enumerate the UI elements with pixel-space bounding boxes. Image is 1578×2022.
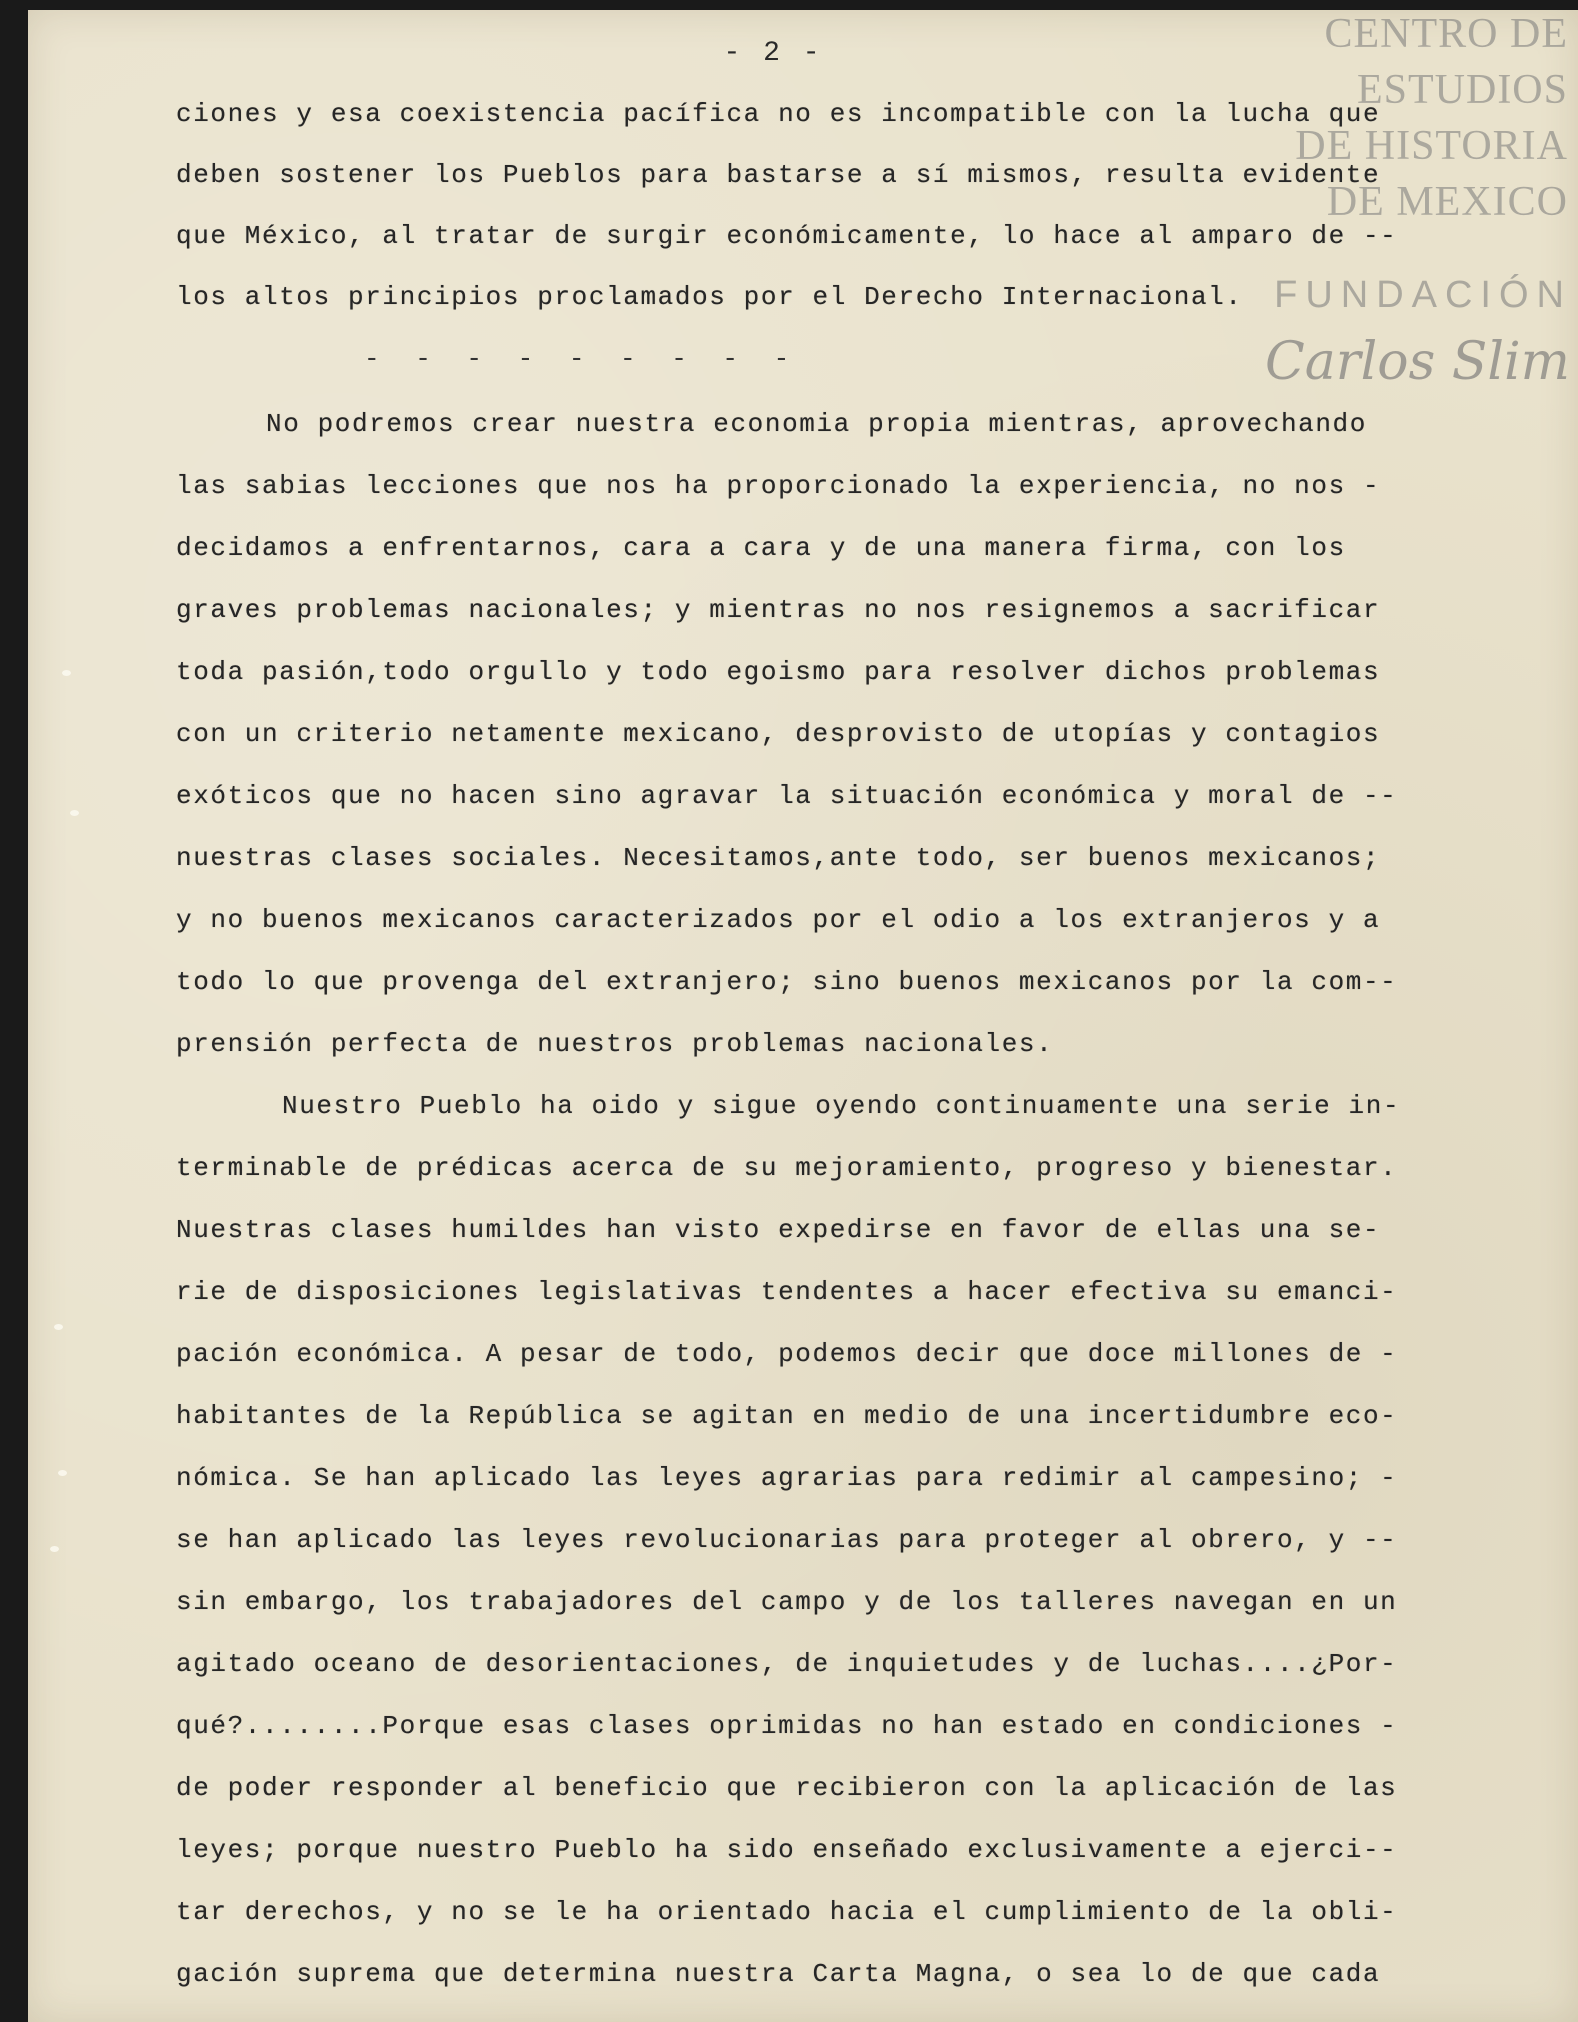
paper-speck [58,1470,67,1476]
text-line: de poder responder al beneficio que recibieron con la aplicación de las [176,1773,1398,1803]
section-divider: - - - - - - - - - [364,344,800,374]
watermark-line: DE MEXICO [1326,179,1568,225]
text-line: rie de disposiciones legislativas tendentes a hacer efectiva su emanci- [176,1277,1398,1307]
text-line: con un criterio netamente mexicano, desprovisto de utopías y contagios [176,719,1381,749]
text-line: qué?........Porque esas clases oprimidas no han estado en condiciones - [176,1711,1398,1741]
text-line: se han aplicado las leyes revolucionarias para proteger al obrero, y -- [176,1525,1398,1555]
text-line: decidamos a enfrentarnos, cara a cara y de una manera firma, con los [176,533,1346,563]
text-line: nómica. Se han aplicado las leyes agrarias para redimir al campesino; - [176,1463,1398,1493]
text-line: toda pasión,todo orgullo y todo egoismo para resolver dichos problemas [176,657,1381,687]
watermark-signature: Carlos Slim [1265,332,1570,392]
text-line: prensión perfecta de nuestros problemas nacionales. [176,1029,1054,1059]
paper-speck [70,810,79,816]
page-number: - 2 - [723,38,823,69]
paper-speck [62,670,71,676]
watermark-line: ESTUDIOS [1356,67,1568,113]
text-line: habitantes de la República se agitan en medio de una incertidumbre eco- [176,1401,1398,1431]
text-line: ciones y esa coexistencia pacífica no es incompatible con la lucha que [176,99,1381,129]
text-line: terminable de prédicas acerca de su mejoramiento, progreso y bienestar. [176,1153,1398,1183]
text-line: gación suprema que determina nuestra Carta Magna, o sea lo de que cada [176,1959,1381,1989]
text-line: deben sostener los Pueblos para bastarse a sí mismos, resulta evidente [176,160,1381,190]
archive-watermark [1265,10,1578,410]
watermark-line: DE HISTORIA [1295,123,1568,169]
text-line: todo lo que provenga del extranjero; sino buenos mexicanos por la com-- [176,967,1398,997]
text-line: nuestras clases sociales. Necesitamos,ante todo, ser buenos mexicanos; [176,843,1381,873]
watermark-line: CENTRO DE [1324,11,1568,57]
watermark-fundacion: FUNDACIÓN [1274,274,1572,316]
paper-speck [54,1324,63,1330]
text-line: pación económica. A pesar de todo, podemos decir que doce millones de - [176,1339,1398,1369]
text-line: No podremos crear nuestra economia propia mientras, aprovechando [266,409,1367,439]
paper-speck [50,1546,59,1552]
text-line: las sabias lecciones que nos ha proporcionado la experiencia, no nos - [176,471,1381,501]
text-line: y no buenos mexicanos caracterizados por el odio a los extranjeros y a [176,905,1381,935]
document-page [28,10,1578,2022]
text-line: Nuestro Pueblo ha oido y sigue oyendo continuamente una serie in- [282,1091,1401,1121]
text-line: exóticos que no hacen sino agravar la situación económica y moral de -- [176,781,1398,811]
text-line: graves problemas nacionales; y mientras no nos resignemos a sacrificar [176,595,1381,625]
text-line: que México, al tratar de surgir económicamente, lo hace al amparo de -- [176,221,1398,251]
text-line: sin embargo, los trabajadores del campo y de los talleres navegan en un [176,1587,1398,1617]
text-line: tar derechos, y no se le ha orientado hacia el cumplimiento de la obli- [176,1897,1398,1927]
text-line: los altos principios proclamados por el Derecho Internacional. [176,282,1243,312]
text-line: Nuestras clases humildes han visto expedirse en favor de ellas una se- [176,1215,1381,1245]
text-line: agitado oceano de desorientaciones, de inquietudes y de luchas....¿Por- [176,1649,1398,1679]
text-line: leyes; porque nuestro Pueblo ha sido enseñado exclusivamente a ejerci-- [176,1835,1398,1865]
